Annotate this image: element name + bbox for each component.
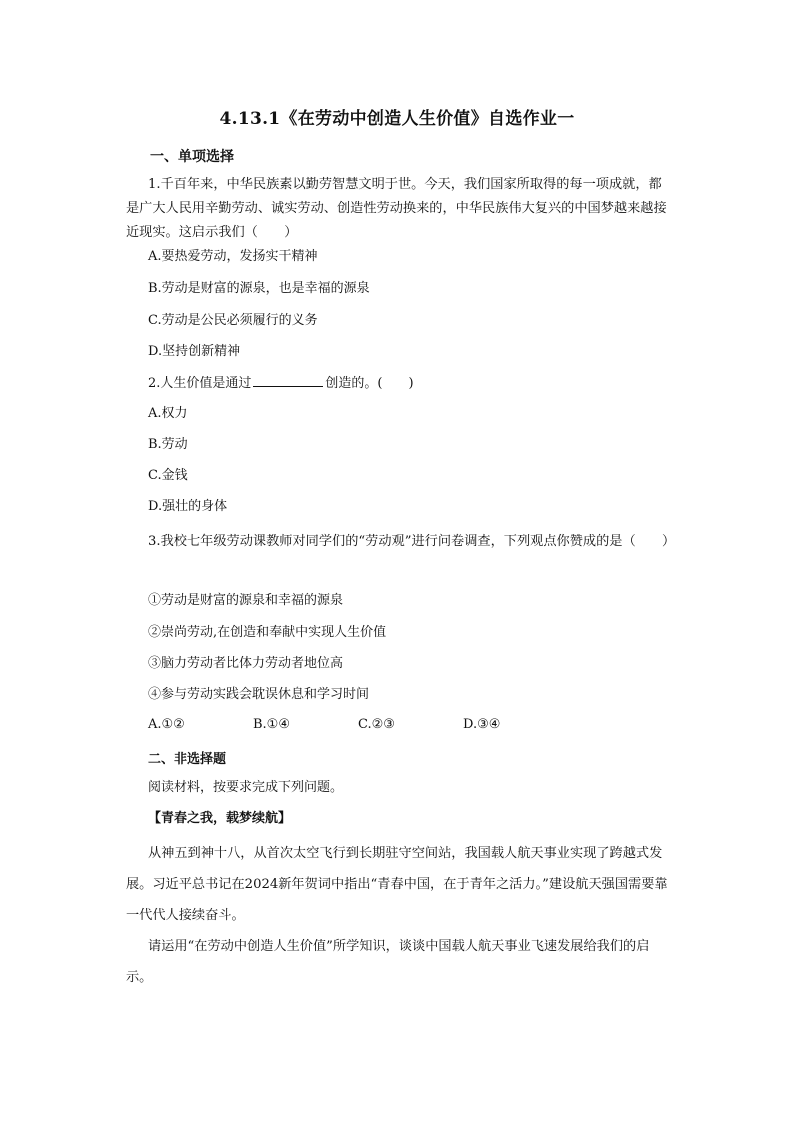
open-question: 请运用“在劳动中创造人生价值”所学知识，谈谈中国载人航天事业飞速发展给我们的启示。 [126, 939, 650, 985]
q2-option-c: C.金钱 [148, 468, 188, 483]
q3-statement-1: ①劳动是财富的源泉和幸福的源泉 [148, 593, 344, 608]
material-title: 【青春之我，载梦续航】 [148, 811, 292, 826]
q1-option-b: B.劳动是财富的源泉，也是幸福的源泉 [148, 281, 370, 296]
q3-option-a: A.①② [148, 717, 185, 732]
reading-instruction: 阅读材料，按要求完成下列问题。 [148, 780, 344, 795]
document-title: 4.13.1《在劳动中创造人生价值》自选作业一 [219, 109, 575, 129]
question-3-stem: 3.我校七年级劳动课教师对同学们的“劳动观”进行问卷调查，下列观点你赞成的是（ ） [148, 534, 676, 549]
q3-option-c: C.②③ [358, 717, 395, 732]
q2-stem-post: 创造的。( ) [325, 376, 414, 391]
q3-option-d: D.③④ [463, 717, 501, 732]
section-single-choice-heading: 一、单项选择 [150, 149, 234, 165]
q3-statement-3: ③脑力劳动者比体力劳动者地位高 [148, 656, 344, 671]
question-2-stem [148, 374, 414, 393]
q3-statement-2: ②崇尚劳动,在创造和奉献中实现人生价值 [148, 625, 387, 640]
q3-statement-4: ④参与劳动实践会耽误休息和学习时间 [148, 687, 370, 702]
section-non-choice-heading: 二、非选择题 [148, 752, 227, 767]
q2-option-d: D.强壮的身体 [148, 499, 228, 514]
q2-option-b: B.劳动 [148, 437, 188, 452]
material-text: 从神五到神十八，从首次太空飞行到长期驻守空间站，我国载人航天事业实现了跨越式发展。习近平总书记在2024新年贺词中指出“青春中国，在于青年之活力。”建设航天强国需要靠一代代人接续奋斗。 [126, 846, 668, 923]
q2-option-a: A.权力 [148, 406, 188, 421]
q1-option-c: C.劳动是公民必须履行的义务 [148, 313, 318, 328]
q2-stem-pre: 2.人生价值是通过 [148, 376, 252, 391]
question-1-stem: 1.千百年来，中华民族素以勤劳智慧文明于世。今天，我们国家所取得的每一项成就，都是广大人民用辛勤劳动、诚实劳动、创造性劳动换来的，中华民族伟大复兴的中国梦越来越接近现实。这启示我们（ ） [126, 177, 667, 240]
q1-option-a: A.要热爱劳动，发扬实干精神 [148, 249, 318, 264]
q3-options-row [148, 717, 568, 732]
q2-answer-blank [253, 374, 323, 387]
q1-option-d: D.坚持创新精神 [148, 344, 241, 359]
q3-option-b: B.①④ [253, 717, 290, 732]
